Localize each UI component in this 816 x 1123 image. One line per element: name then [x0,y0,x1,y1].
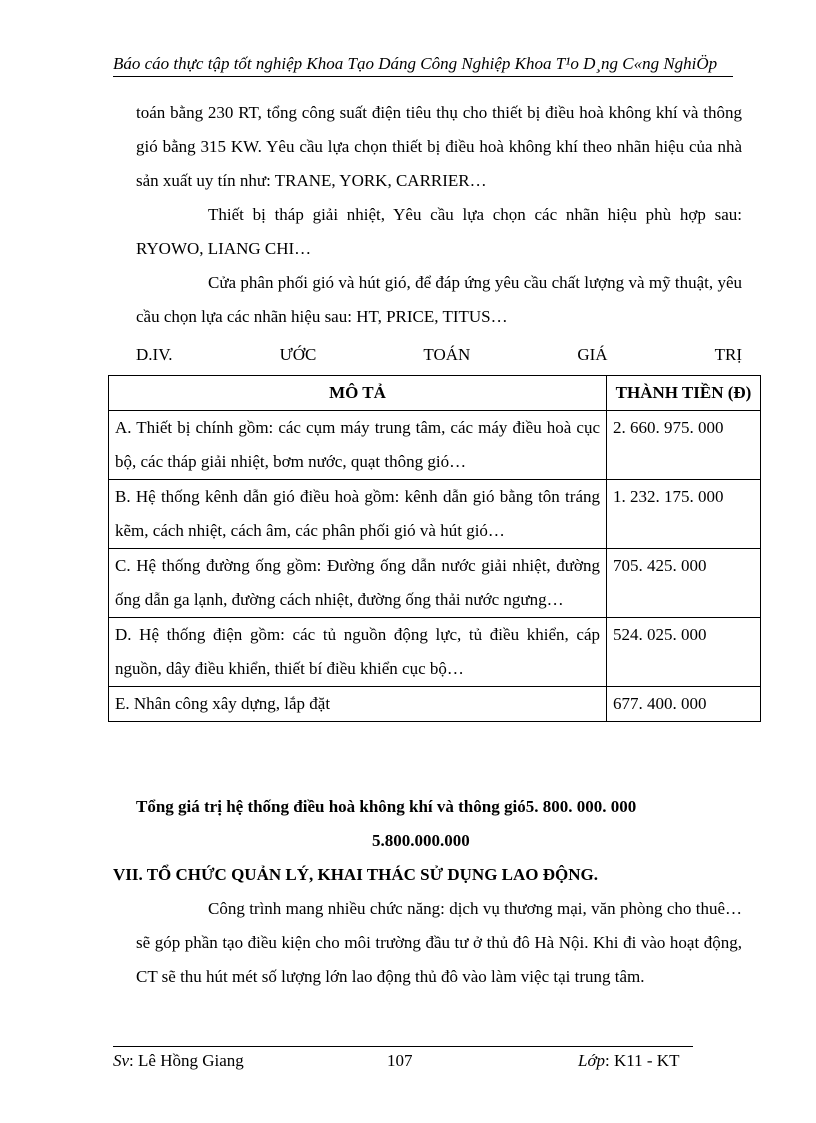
row-description: A. Thiết bị chính gồm: các cụm máy trung tâm, các máy điều hoà cục bộ, các tháp giải nhiệt, bơm nước, quạt thông gió… [109,411,607,480]
table-header-row [109,376,761,411]
paragraph-1: toán bằng 230 RT, tổng công suất điện tiêu thụ cho thiết bị điều hoà không khí và thông gió bằng 315 KW. Yêu cầu lựa chọn thiết bị điều hoà không khí theo nhãn hiệu của nhà sản xuất uy tín như: TRANE, YORK, CARRIER… [136,103,742,190]
footer-divider [113,1046,693,1047]
section-vii-title: VII. TỔ CHỨC QUẢN LÝ, KHAI THÁC SỬ DỤNG LAO ĐỘNG. [113,865,599,884]
cost-estimate-table [108,375,761,722]
table-row [109,411,761,480]
class-value: : K11 - KT [605,1051,680,1070]
row-amount: 524. 025. 000 [607,618,761,687]
section-d4-word: TOÁN [423,345,471,364]
row-amount: 705. 425. 000 [607,549,761,618]
table-row [109,687,761,722]
row-amount: 2. 660. 975. 000 [607,411,761,480]
row-description: B. Hệ thống kênh dẫn gió điều hoà gồm: kênh dẫn gió bằng tôn tráng kẽm, cách nhiệt, cách âm, các phân phối gió và hút gió… [109,480,607,549]
section-d4-word: TRỊ [714,345,742,364]
class-label: Lớp [578,1051,606,1070]
paragraph-2: Thiết bị tháp giải nhiệt, Yêu cầu lựa chọn các nhãn hiệu phù hợp sau: RYOWO, LIANG CHI… [136,205,742,258]
section-d4-heading [136,338,742,372]
page-header: Báo cáo thực tập tốt nghiệp Khoa Tạo Dáng Công Nghiệp Khoa T¹o D¸ng C«ng NghiÖp [113,54,718,73]
table-row [109,480,761,549]
row-description: D. Hệ thống điện gồm: các tủ nguồn động lực, tủ điều khiển, cáp nguồn, dây điều khiển, thiết bí điều khiển cục bộ… [109,618,607,687]
page-number: 107 [387,1051,413,1070]
header-description: MÔ TẢ [109,376,607,411]
footer-class [578,1050,679,1072]
section-d4-word: GIÁ [577,345,608,364]
row-amount: 1. 232. 175. 000 [607,480,761,549]
total-value: 5.800.000.000 [372,831,470,850]
footer-student [113,1050,244,1072]
section-vii-paragraph: Công trình mang nhiều chức năng: dịch vụ thương mại, văn phòng cho thuê… sẽ góp phần tạo điều kiện cho môi trường đầu tư ở thủ đô Hà Nội. Khi đi vào hoạt động, CT sẽ thu hút mét số lượng lớn lao động thủ đô vào làm việc tại trung tâm. [136,899,742,986]
total-line: Tổng giá trị hệ thống điều hoà không khí và thông gió5. 800. 000. 000 [136,797,637,816]
paragraph-3: Cửa phân phối gió và hút gió, để đáp ứng yêu cầu chất lượng và mỹ thuật, yêu cầu chọn lựa các nhãn hiệu sau: HT, PRICE, TITUS… [136,273,742,326]
header-divider [113,76,733,77]
row-description: E. Nhân công xây dựng, lắp đặt [109,687,607,722]
student-label: Sv [113,1051,130,1070]
table-row [109,549,761,618]
section-d4-word: ƯỚC [279,345,317,364]
student-name: : Lê Hồng Giang [129,1051,244,1070]
table-row [109,618,761,687]
header-amount: THÀNH TIỀN (Đ) [607,376,761,411]
section-d4-word: D.IV. [136,345,173,364]
row-description: C. Hệ thống đường ống gồm: Đường ống dẫn nước giải nhiệt, đường ống dẫn ga lạnh, đường cách nhiệt, đường ống thải nước ngưng… [109,549,607,618]
row-amount: 677. 400. 000 [607,687,761,722]
